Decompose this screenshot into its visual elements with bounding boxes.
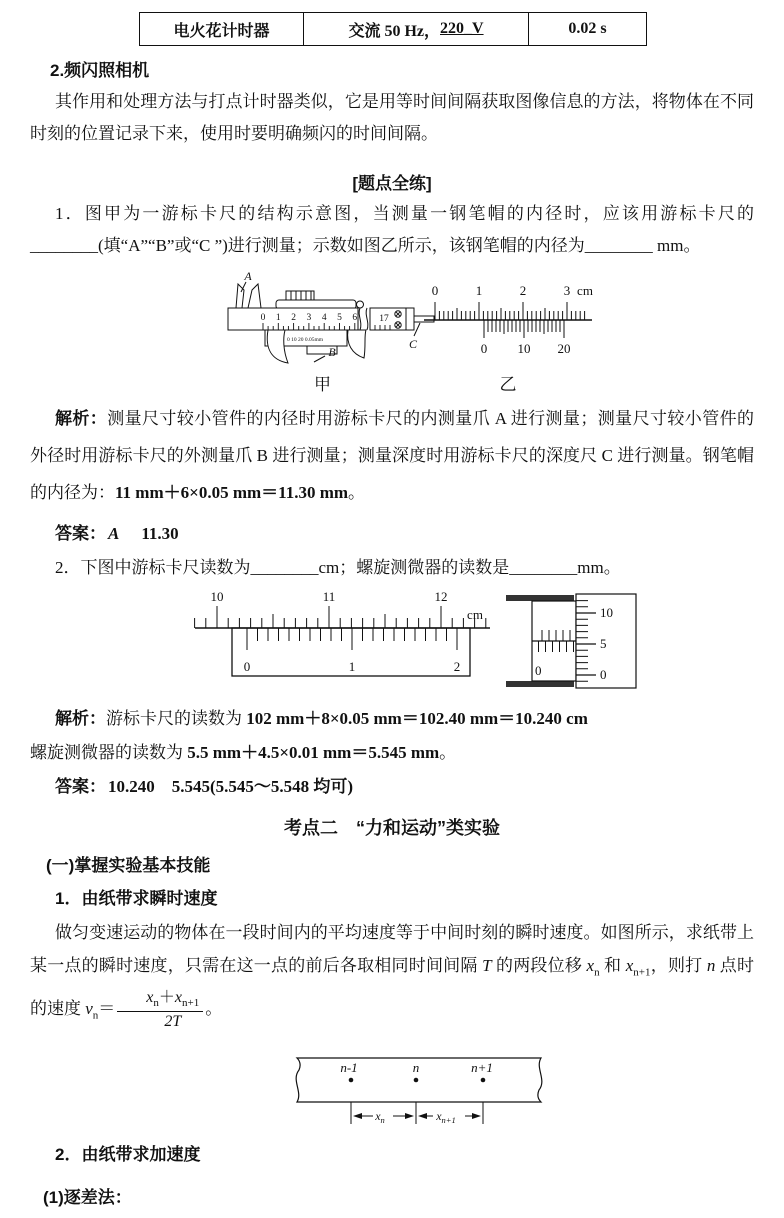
table-cell-interval — [528, 13, 646, 45]
figure-row-1 — [0, 268, 784, 396]
velocity-fraction: $\frac{x_n+x_{n+1}}{2T}$ — [117, 989, 203, 1031]
svg-text:B: B — [328, 345, 336, 359]
svg-text:2: 2 — [291, 313, 296, 323]
analysis-1-formula: 11 mm＋6×0.05 mm＝11.30 mm — [115, 483, 349, 502]
svg-text:5: 5 — [337, 313, 342, 323]
svg-text:3: 3 — [563, 283, 571, 298]
answer-label: 答案： — [55, 524, 106, 543]
svg-text:5: 5 — [600, 636, 607, 651]
analysis-2-line2: 螺旋测微器的读数为 5.5 mm＋4.5×0.01 mm＝5.545 mm。 — [30, 743, 457, 762]
answer-2-value: 10.240 5.545(5.545～5.548 均可) — [108, 777, 354, 796]
spec-prefix: 交流 50 Hz， — [348, 22, 440, 40]
vernier-scale-ticks — [247, 628, 457, 650]
svg-text:A: A — [244, 270, 252, 283]
var-n: n — [706, 956, 716, 975]
svg-text:10: 10 — [517, 341, 531, 356]
analysis-label: 解析： — [55, 709, 106, 728]
svg-text:10: 10 — [600, 605, 613, 620]
var-xn1: x — [625, 956, 634, 975]
figure-micrometer — [502, 582, 640, 700]
micrometer-reading-formula: 5.5 mm＋4.5×0.01 mm＝5.545 mm — [187, 743, 440, 762]
figure-row-2 — [0, 582, 784, 702]
figure-caliper-reading — [192, 588, 494, 685]
heading-strobe-camera: 2.频闪照相机 — [50, 61, 150, 80]
analysis-label: 解析： — [55, 409, 108, 428]
svg-text:0: 0 — [535, 663, 542, 678]
var-T: T — [482, 956, 492, 975]
micrometer-drawing — [502, 582, 640, 700]
analysis-1: 解析：测量尺寸较小管件的内径时用游标卡尺的内测量爪 A 进行测量；测量尺寸较小管件的外径时用游标卡尺的外测量爪 B 进行测量；测量深度时用游标卡尺的深度尺 C 进行测量。钢笔帽的内径为：11 mm＋6×0.05 mm＝11.30 mm。 — [30, 409, 755, 502]
svg-text:20: 20 — [557, 341, 571, 356]
practice-section-header: [题点全练] — [352, 174, 432, 193]
svg-text:n: n — [412, 1060, 420, 1075]
svg-text:0 10 20 0.05mm: 0 10 20 0.05mm — [286, 337, 324, 343]
svg-text:3: 3 — [306, 313, 312, 323]
item-instant-velocity: 1．由纸带求瞬时速度 — [55, 889, 218, 908]
table-cell-spec — [303, 13, 528, 45]
svg-text:0: 0 — [260, 313, 266, 323]
main-scale-ticks — [195, 606, 486, 628]
spec-voltage-blank: 220_V — [440, 20, 484, 37]
para-instant-velocity: 做匀变速运动的物体在一段时间内的平均速度等于中间时刻的瞬时速度。如图所示，求纸带上某一点的瞬时速度，只需在这一点的前后各取相同时间间隔 T 的两段位移 $x_n$ 和 $x_{n+1}$，则打 n 点时的速度 $v_n=$ $\frac{x_n+x_{n+1}}{2T}$ 。 — [30, 923, 755, 1031]
svg-text:0: 0 — [600, 667, 607, 682]
dimension-labels — [374, 1109, 456, 1125]
svg-text:0: 0 — [243, 659, 251, 674]
timer-name: 电火花计时器 — [173, 22, 270, 40]
table-cell-timer — [140, 13, 303, 45]
svg-text:C: C — [408, 337, 418, 351]
para-strobe-camera: 其作用和处理方法与打点计时器类似，它是用等时间间隔获取图像信息的方法，将物体在不同时刻的位置记录下来，使用时要明确频闪的时间间隔。 — [30, 92, 754, 143]
svg-text:0: 0 — [480, 341, 488, 356]
interval-value: 0.02 s — [568, 20, 607, 37]
figure-caliper-structure — [210, 270, 435, 394]
caliper-structure-drawing — [210, 270, 435, 366]
svg-text:1: 1 — [475, 283, 483, 298]
question-2: 2．下图中游标卡尺读数为________cm；螺旋测微器的读数是________mm。 — [55, 558, 621, 577]
svg-text:11: 11 — [322, 589, 336, 604]
svg-text:10: 10 — [210, 589, 224, 604]
svg-text:n+1: n+1 — [471, 1060, 493, 1075]
svg-text:1: 1 — [275, 313, 281, 323]
svg-text:n-1: n-1 — [340, 1060, 358, 1075]
item-acceleration: 2．由纸带求加速度 — [55, 1145, 201, 1164]
svg-text:xn: $x_n$ — [375, 1109, 385, 1125]
svg-text:17: 17 — [379, 314, 389, 324]
answer-2 — [55, 772, 353, 797]
svg-text:4: 4 — [321, 313, 327, 323]
svg-text:cm: cm — [467, 607, 483, 622]
caliper-reading-formula: 102 mm＋8×0.05 mm＝102.40 mm＝10.240 cm — [246, 709, 588, 728]
svg-text:xn+1: $x_{n+1}$ — [436, 1109, 456, 1125]
answer-1-letter: A — [108, 524, 120, 543]
caption-yi: 乙 — [499, 375, 517, 394]
var-vn: v — [85, 999, 93, 1019]
main-scale-ticks — [435, 302, 585, 320]
answer-label: 答案： — [55, 777, 106, 796]
question-1: 1．图甲为一游标卡尺的结构示意图，当测量一钢笔帽的内径时，应该用游标卡尺的________(填“A”“B”或“C ”)进行测量；示数如图乙所示，该钢笔帽的内径为________ mm。 — [30, 204, 754, 255]
caliper-reading-drawing — [192, 588, 494, 685]
subsection-basic-skills: (一)掌握实验基本技能 — [46, 856, 211, 875]
dimension-lines — [351, 1102, 483, 1124]
answer-1 — [55, 519, 179, 544]
vernier-yi-drawing — [422, 282, 594, 364]
svg-text:6: 6 — [352, 313, 358, 323]
var-xn: x — [586, 956, 595, 975]
svg-text:2: 2 — [453, 659, 461, 674]
svg-text:cm: cm — [577, 283, 593, 298]
method-successive-difference: (1)逐差法： — [43, 1188, 132, 1207]
analysis-2-line1: 解析：游标卡尺的读数为 102 mm＋8×0.05 mm＝102.40 mm＝10.240 cm — [55, 709, 588, 728]
analysis-1-body: 测量尺寸较小管件的内径时用游标卡尺的内测量爪 A 进行测量；测量尺寸较小管件的外径时用游标卡尺的外测量爪 B 进行测量；测量深度时用游标卡尺的深度尺 C 进行测量。钢笔帽的内径为： — [30, 409, 755, 502]
svg-text:0: 0 — [431, 283, 439, 298]
svg-text:1: 1 — [348, 659, 356, 674]
svg-text:12: 12 — [434, 589, 448, 604]
paper-tape-drawing — [283, 1052, 555, 1130]
answer-1-value: 11.30 — [141, 524, 179, 543]
caption-jia: 甲 — [314, 375, 331, 394]
figure-paper-tape — [283, 1052, 555, 1130]
scale-labels — [211, 589, 483, 674]
section-title-kaodian2: 考点二 “力和运动”类实验 — [284, 818, 500, 838]
timer-table — [139, 12, 647, 46]
figure-vernier-yi — [422, 282, 594, 394]
svg-text:2: 2 — [519, 283, 527, 298]
vernier-scale-ticks — [484, 320, 564, 338]
